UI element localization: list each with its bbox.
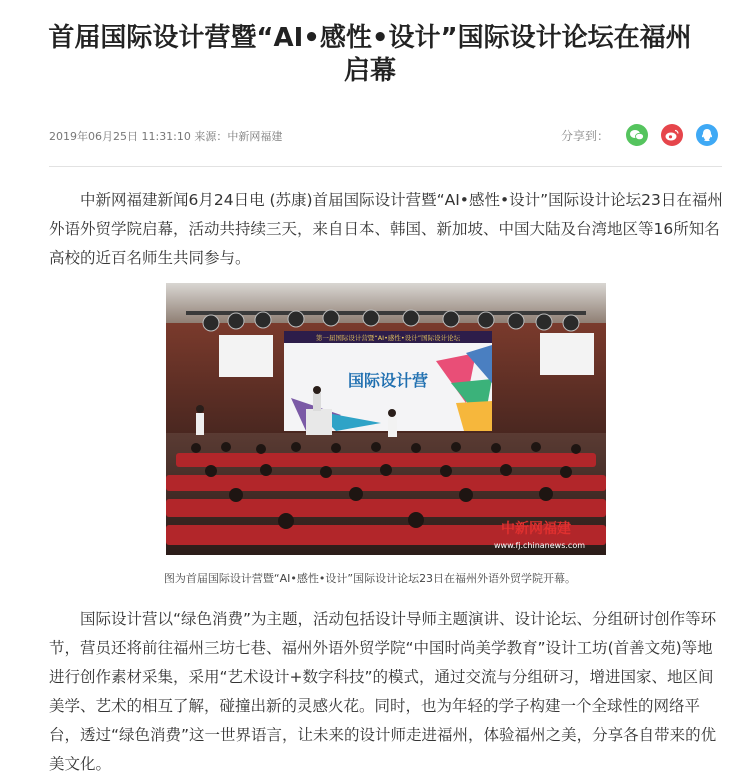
photo-banner-text: 国际设计营 xyxy=(347,371,429,390)
article-title: 首届国际设计营暨“AI•感性•设计”国际设计论坛在福州启幕 xyxy=(48,23,692,86)
qq-share-button[interactable] xyxy=(696,124,718,146)
article-paragraph-2: 国际设计营以“绿色消费”为主题，活动包括设计导师主题演讲、设计论坛、分组研讨创作等环节，营员还将前往福州三坊七巷、福州外语外贸学院“中国时尚美学教育”设计工坊(首善文苑)等地进行创作素材采集，采用“艺术设计+数字科技”的模式，通过交流与分组研习，增进国家、地区间美学、艺术的相互了解，碰撞出新的灵感火花。同时，也为年轻的学子构建一个全球性的网络平台，透过“绿色消费”这一世界语言，让未来的设计师走进福州，体验福州之美，分享各自带来的优美文化。 xyxy=(49,610,717,773)
photo-header-strip: 第一届国际设计营暨“AI•感性•设计”国际设计论坛 xyxy=(315,334,461,342)
photo-watermark-url: www.fj.chinanews.com xyxy=(494,541,586,550)
forum-photo-illustration xyxy=(166,283,606,555)
share-label: 分享到： xyxy=(560,128,609,143)
share-bar xyxy=(561,124,718,146)
wechat-icon xyxy=(626,124,648,146)
photo-caption: 图为首届国际设计营暨“AI•感性•设计”国际设计论坛23日在福州外语外贸学院开幕。 xyxy=(163,572,577,585)
header-divider xyxy=(49,166,722,167)
weibo-icon xyxy=(661,124,683,146)
photo-watermark-logo: 中新网福建 xyxy=(501,521,571,537)
weibo-share-button[interactable] xyxy=(661,124,683,146)
wechat-share-button[interactable] xyxy=(626,124,648,146)
article-paragraph-1: 中新网福建新闻6月24日电 (苏康)首届国际设计营暨“AI•感性•设计”国际设计论坛23日在福州外语外贸学院启幕，活动共持续三天，来自日本、韩国、新加坡、中国大陆及台湾地区等16所知名高校的近百名师生共同参与。 xyxy=(49,191,723,267)
article-photo xyxy=(166,283,606,555)
article-meta: 2019年06月25日 11:31:10 来源：中新网福建 xyxy=(49,130,283,143)
qq-icon xyxy=(696,124,718,146)
